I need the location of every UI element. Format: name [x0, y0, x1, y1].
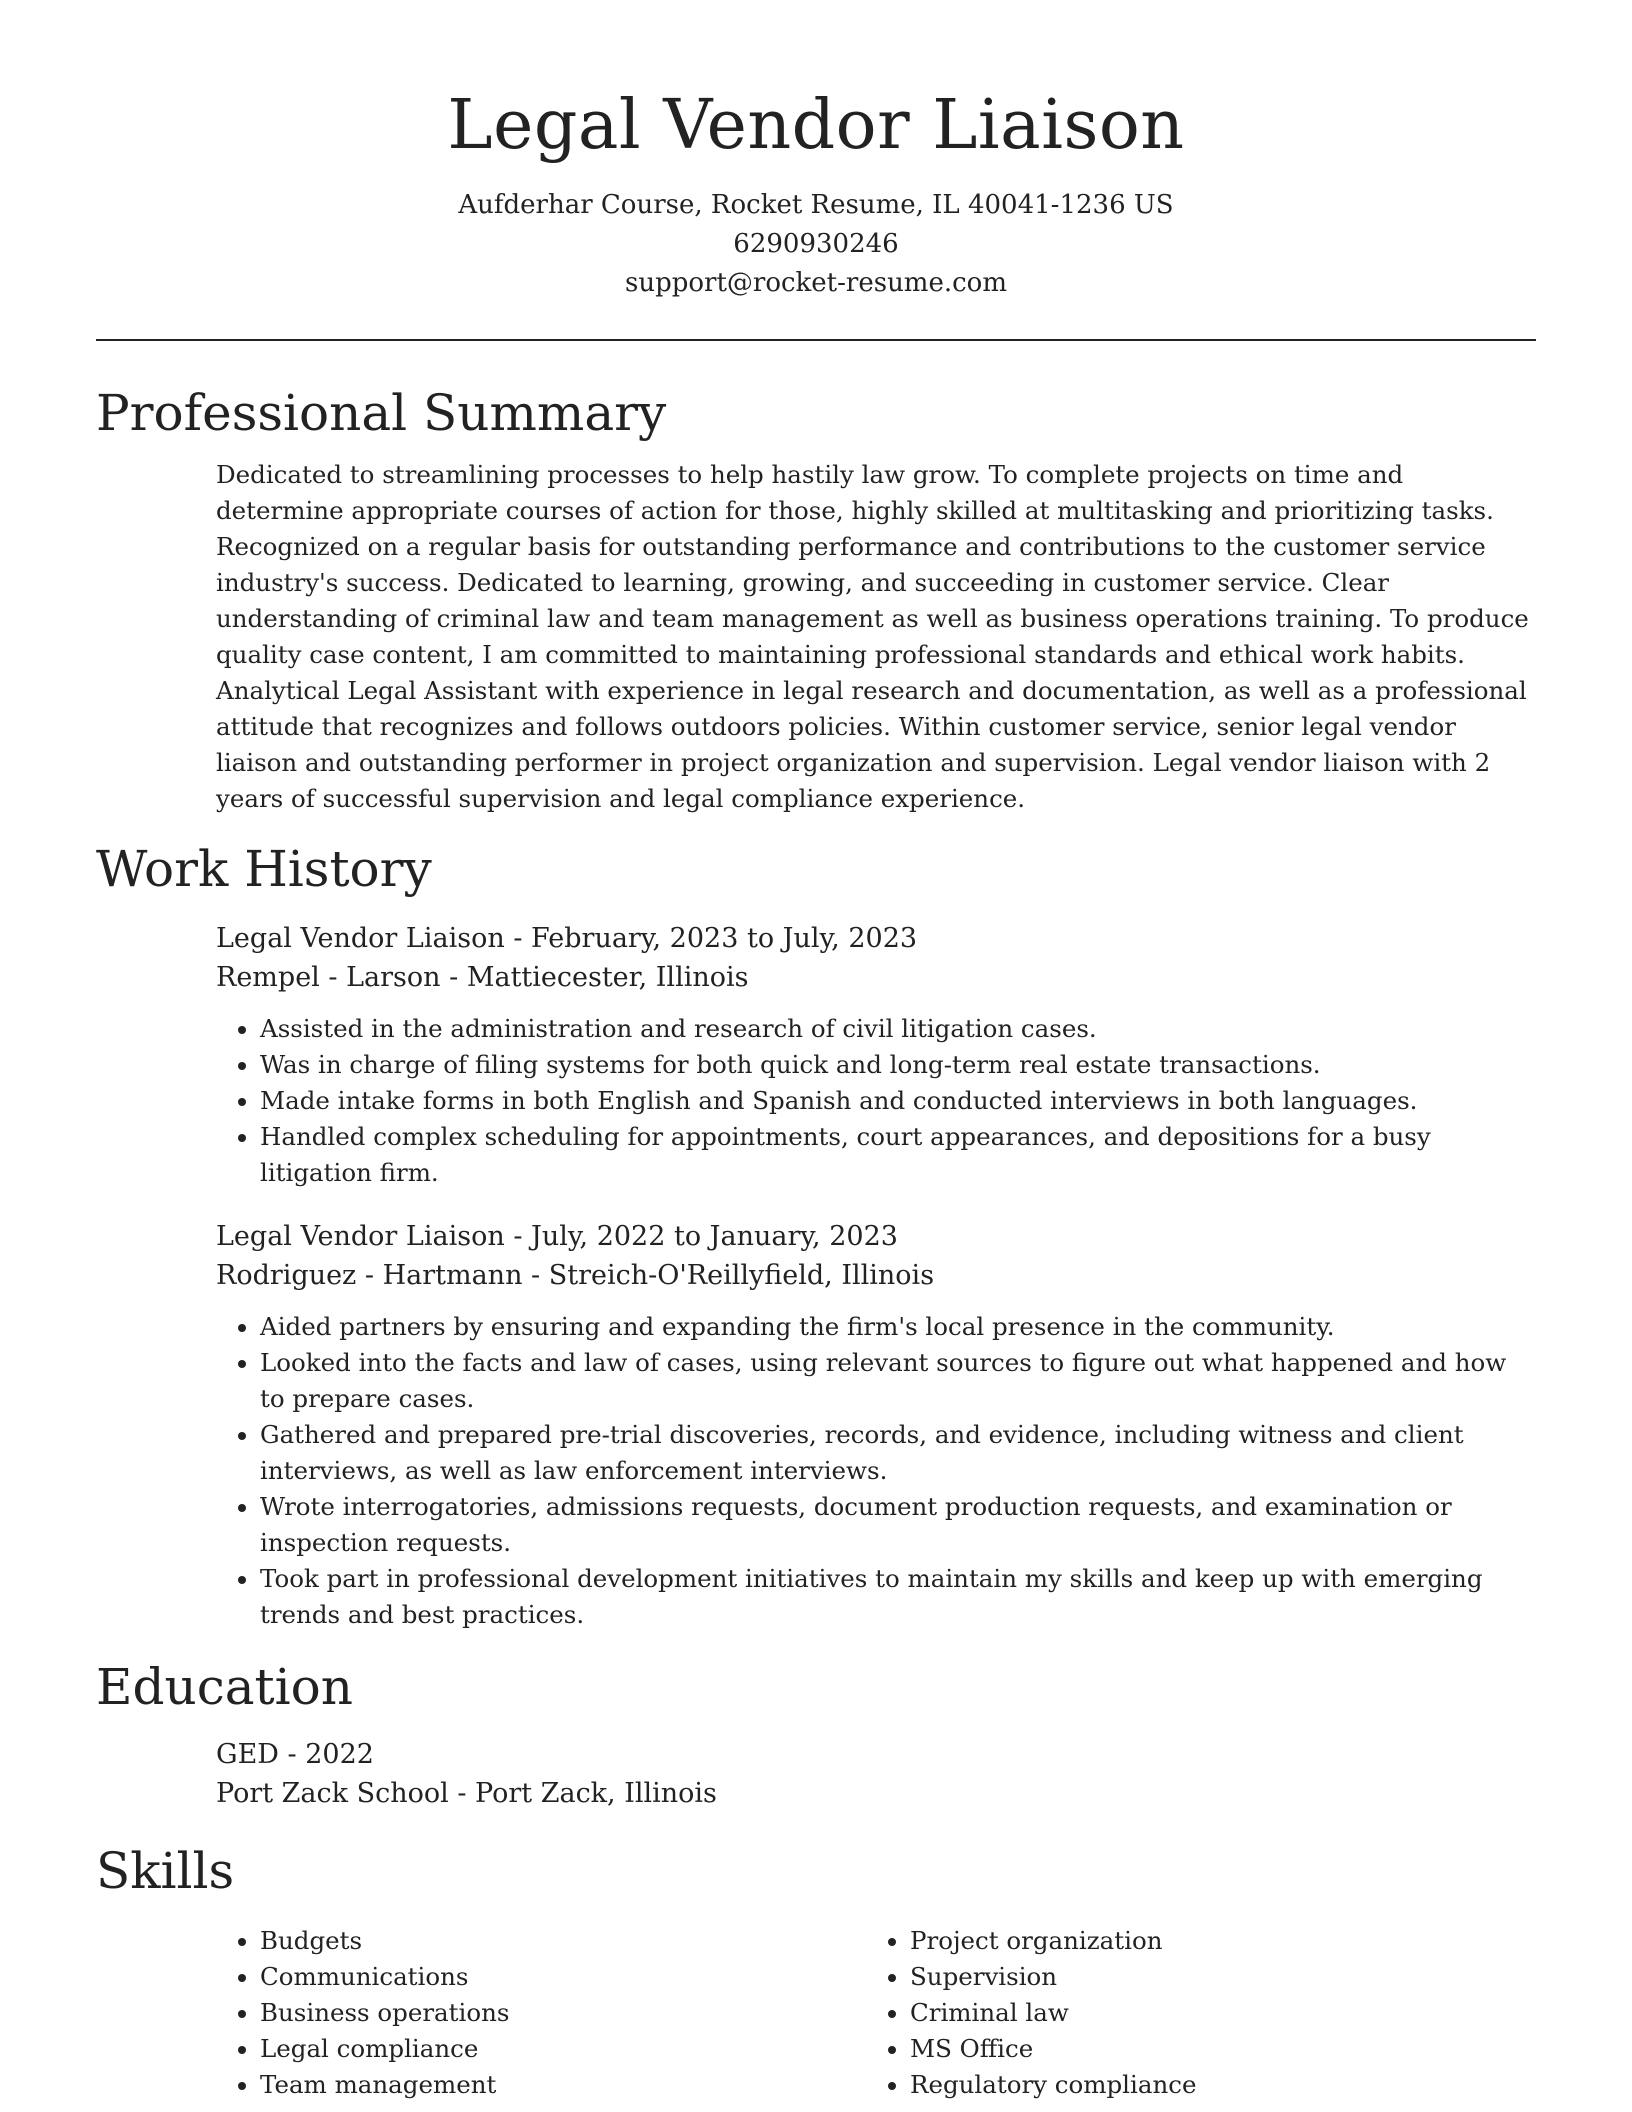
list-item: • Was in charge of filing systems for both quick and long-term real estate transactions.: [260, 1047, 1536, 1083]
job-role: Legal Vendor Liaison: [216, 923, 505, 954]
summary-heading: Professional Summary: [96, 384, 667, 442]
job-bullets: [216, 1309, 1536, 1633]
job-company: Rempel - Larson: [216, 962, 441, 993]
job-dates: - July, 2022 to January, 2023: [504, 1221, 898, 1252]
job-location: - Mattiecester, Illinois: [440, 962, 749, 993]
candidate-name: Legal Vendor Liaison: [447, 86, 1185, 165]
job-role: Legal Vendor Liaison: [216, 1221, 505, 1252]
skill-item: • Legal compliance: [260, 2031, 866, 2067]
work-history-heading: Work History: [96, 840, 432, 898]
skills-list-left: [216, 1923, 866, 2103]
list-item: • Handled complex scheduling for appointments, court appearances, and depositions for a busy litigation firm.: [260, 1119, 1536, 1191]
resume-page: [96, 0, 1536, 2103]
degree-line: [216, 1735, 1536, 1774]
summary-text: Dedicated to streamlining processes to help hastily law grow. To complete projects on time and determine appropriate courses of action for those, highly skilled at multitasking and prioritizing tasks. Recognized on a regular basis for outstanding performance and contributions to the customer service industry's success. Dedicated to learning, growing, and succeeding in customer service. Clear understanding of criminal law and team management as well as business operations training. To produce quality case content, I am committed to maintaining professional standards and ethical work habits. Analytical Legal Assistant with experience in legal research and documentation, as well as a professional attitude that recognizes and follows outdoors policies. Within customer service, senior legal vendor liaison and outstanding performer in project organization and supervision. Legal vendor liaison with 2 years of successful supervision and legal compliance experience.: [216, 460, 1529, 813]
school-line: [216, 1774, 1536, 1813]
list-item: • Wrote interrogatories, admissions requests, document production requests, and examination or inspection requests.: [260, 1489, 1536, 1561]
job-company: Rodriguez - Hartmann: [216, 1260, 523, 1291]
skills-column-right: [866, 1923, 1516, 2103]
skill-item: • Criminal law: [910, 1995, 1516, 2031]
education-entry: [216, 1735, 1536, 1813]
skill-item: • Team management: [260, 2067, 866, 2103]
list-item: • Aided partners by ensuring and expanding the firm's local presence in the community.: [260, 1309, 1536, 1345]
job-company-line: [216, 1256, 1536, 1295]
job-location: - Streich-O'Reillyfield, Illinois: [522, 1260, 935, 1291]
job-bullets: [216, 1011, 1536, 1191]
skill-item: • Supervision: [910, 1959, 1516, 1995]
skill-item: • Budgets: [260, 1923, 866, 1959]
list-item: • Looked into the facts and law of cases, using relevant sources to figure out what happened and how to prepare cases.: [260, 1345, 1536, 1417]
skills-column-left: [216, 1923, 866, 2103]
job-entry-1: [216, 919, 1536, 1191]
job-dates: - February, 2023 to July, 2023: [504, 923, 918, 954]
job-entry-2: [216, 1217, 1536, 1633]
header-divider: [96, 339, 1536, 341]
skills-heading: Skills: [96, 1842, 235, 1900]
list-item: • Made intake forms in both English and Spanish and conducted interviews in both languages.: [260, 1083, 1536, 1119]
address-line: Aufderhar Course, Rocket Resume, IL 40041-1236 US: [458, 190, 1174, 220]
skill-item: • Project organization: [910, 1923, 1516, 1959]
education-heading: Education: [96, 1658, 353, 1716]
list-item: • Gathered and prepared pre-trial discoveries, records, and evidence, including witness and client interviews, as well as law enforcement interviews.: [260, 1417, 1536, 1489]
email-line: support@rocket-resume.com: [624, 268, 1007, 298]
degree: GED: [216, 1739, 279, 1770]
skill-item: • Regulatory compliance: [910, 2067, 1516, 2103]
job-title-line: [216, 919, 1536, 958]
school-name: Port Zack School: [216, 1778, 449, 1809]
list-item: • Assisted in the administration and research of civil litigation cases.: [260, 1011, 1536, 1047]
skill-item: • MS Office: [910, 2031, 1516, 2067]
phone-line: 6290930246: [733, 229, 899, 259]
job-company-line: [216, 958, 1536, 997]
job-title-line: [216, 1217, 1536, 1256]
school-location: - Port Zack, Illinois: [448, 1778, 717, 1809]
skills-list-right: [866, 1923, 1516, 2103]
skills-grid: [216, 1923, 1536, 2103]
degree-year: - 2022: [278, 1739, 374, 1770]
resume-header: [96, 0, 1536, 303]
skill-item: • Communications: [260, 1959, 866, 1995]
contact-info: [96, 186, 1536, 303]
list-item: • Took part in professional development initiatives to maintain my skills and keep up with emerging trends and best practices.: [260, 1561, 1536, 1633]
skill-item: • Business operations: [260, 1995, 866, 2031]
